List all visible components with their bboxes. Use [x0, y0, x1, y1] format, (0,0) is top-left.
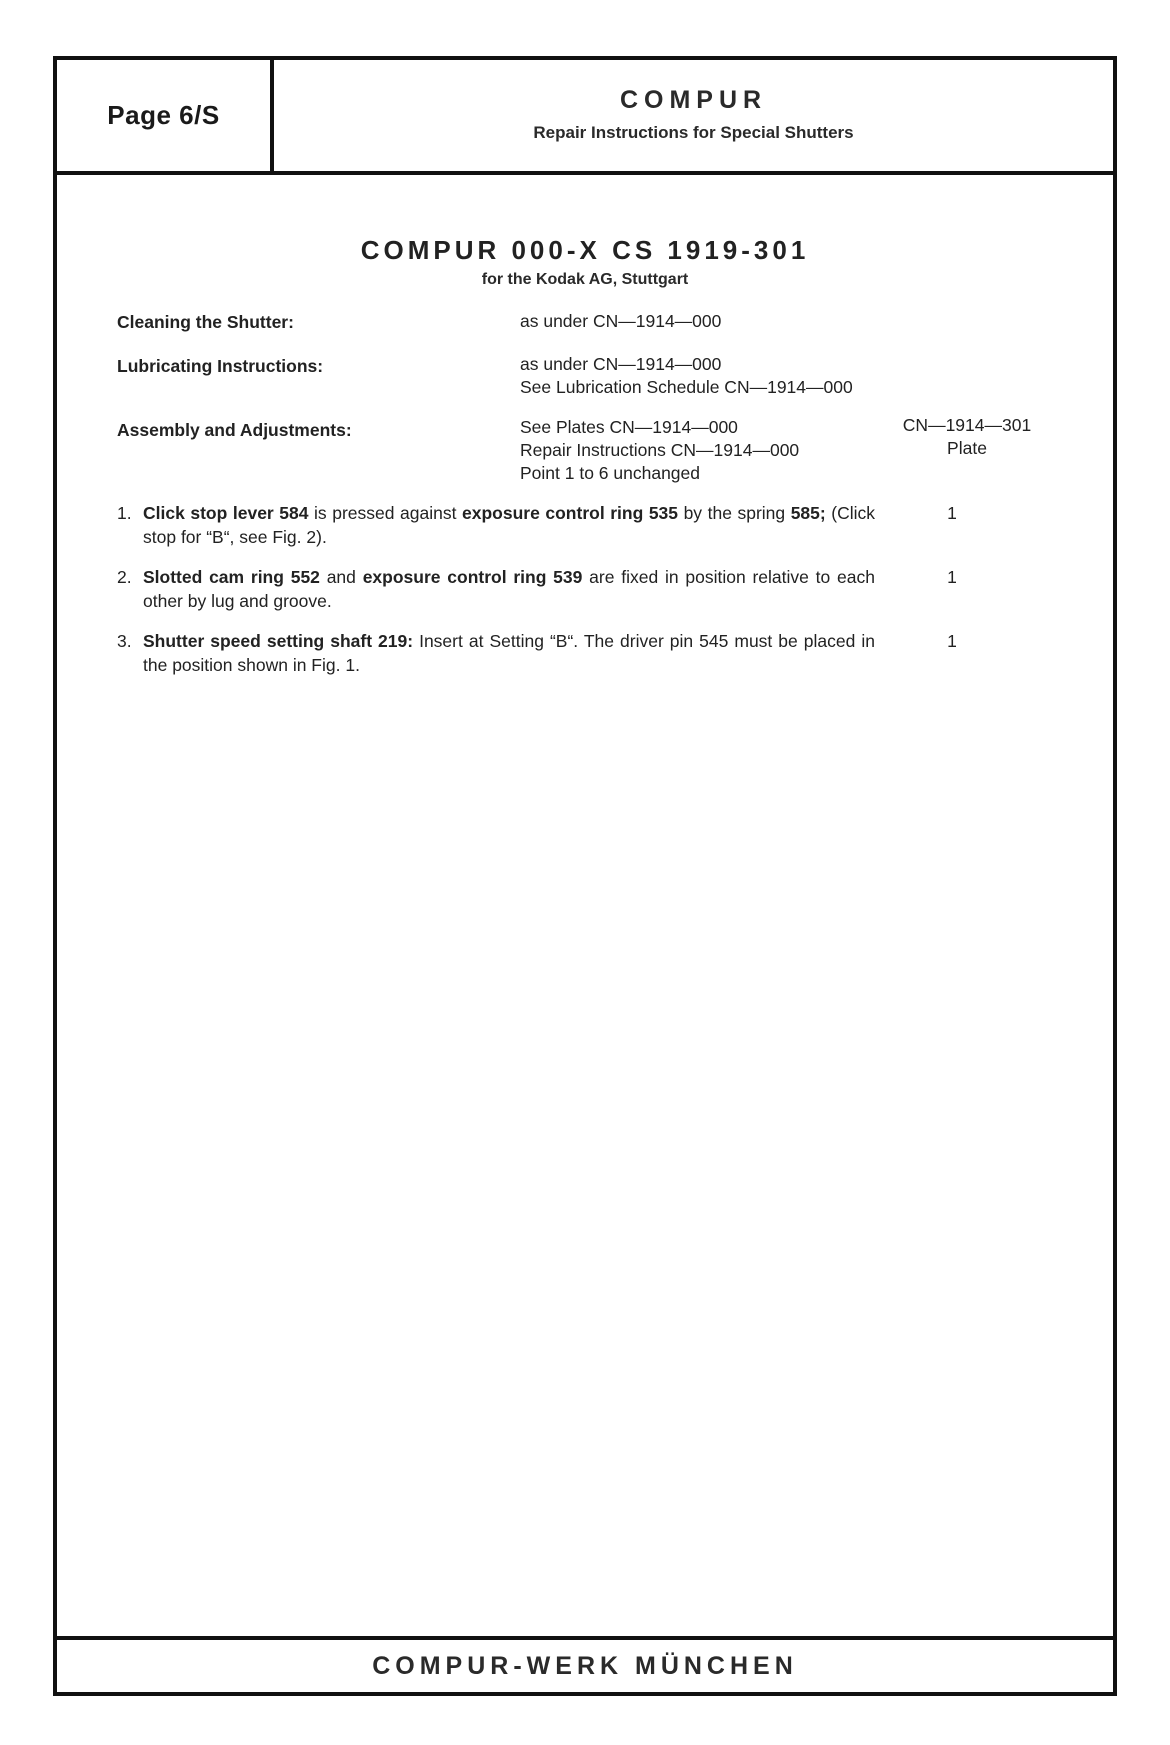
- item-text-run: and: [319, 567, 363, 587]
- page-footer: [57, 1636, 1113, 1692]
- item-text-bold: Shutter speed setting shaft 219:: [143, 631, 414, 651]
- plate-reference-label: Plate: [947, 438, 987, 458]
- footer-text: COMPUR-WERK MÜNCHEN: [372, 1651, 798, 1680]
- cleaning-label: Cleaning the Shutter:: [117, 312, 294, 332]
- page-number: Page 6/S: [107, 100, 220, 130]
- item-text-bold: Click stop lever 584: [143, 503, 309, 523]
- document-title: [57, 235, 1113, 289]
- instruction-item-2: [117, 565, 1037, 613]
- item-text-run: (Click stop for “B“, see Fig. 2).: [143, 503, 876, 547]
- cleaning-line: as under CN—1914—000: [520, 311, 722, 331]
- assembly-label: Assembly and Adjustments:: [117, 420, 352, 440]
- assembly-line-1: See Plates CN—1914—000: [520, 417, 738, 437]
- cleaning-text: [520, 310, 721, 333]
- instruction-item-1: [117, 501, 1037, 549]
- item-text: [143, 629, 875, 677]
- plate-reference: [892, 414, 1042, 460]
- item-text-bold: exposure control ring 535: [462, 503, 679, 523]
- item-text-run: by the spring: [678, 503, 791, 523]
- lubricating-line-1: as under CN—1914—000: [520, 354, 722, 374]
- item-text-run: Insert at Setting “B“. The driver pin 545 must be placed in the position shown in Fig. 1.: [143, 631, 875, 675]
- item-text-run: are fixed in position relative to each other by lug and groove.: [143, 567, 875, 611]
- item-plate: 1: [947, 567, 957, 587]
- header-title-cell: [274, 60, 1113, 171]
- page-frame: [53, 56, 1117, 1696]
- item-number: 2.: [117, 567, 132, 587]
- item-text-bold: Slotted cam ring 552: [143, 567, 320, 587]
- item-text: [143, 565, 875, 613]
- item-plate: 1: [947, 631, 957, 651]
- header-subtitle: Repair Instructions for Special Shutters: [533, 123, 854, 142]
- lubricating-label: Lubricating Instructions:: [117, 356, 324, 376]
- lubricating-text: [520, 353, 853, 399]
- document-title-main: COMPUR 000-X CS 1919-301: [360, 235, 810, 265]
- item-text-bold: exposure control ring 539: [362, 567, 583, 587]
- plate-reference-code: CN—1914—301: [902, 415, 1032, 435]
- assembly-text: [520, 416, 799, 485]
- page-header: [57, 60, 1113, 175]
- brand-name: COMPUR: [619, 86, 768, 114]
- item-text-run: is pressed against: [308, 503, 463, 523]
- lubricating-line-2: See Lubrication Schedule CN—1914—000: [520, 377, 853, 397]
- item-plate: 1: [947, 503, 957, 523]
- assembly-line-2: Repair Instructions CN—1914—000: [520, 440, 800, 460]
- item-text: [143, 501, 875, 549]
- item-number: 1.: [117, 503, 132, 523]
- page-number-cell: [57, 60, 274, 171]
- item-text-bold: 585;: [790, 503, 826, 523]
- instruction-item-3: [117, 629, 1037, 677]
- item-number: 3.: [117, 631, 132, 651]
- assembly-line-3: Point 1 to 6 unchanged: [520, 463, 701, 483]
- document-title-sub: for the Kodak AG, Stuttgart: [481, 271, 689, 288]
